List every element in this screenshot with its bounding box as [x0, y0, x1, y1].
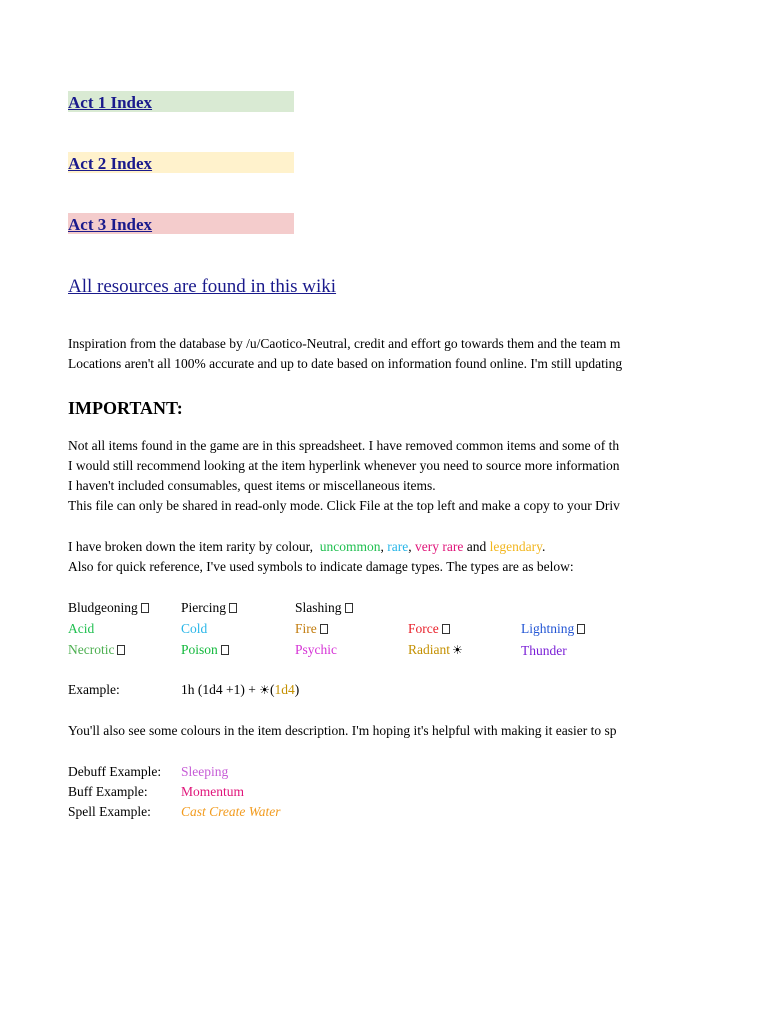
- important-line-4: This file can only be shared in read-only mode. Click File at the top left and make a copy to your Driv: [68, 498, 620, 513]
- act3-index-link[interactable]: Act 3 Index: [68, 215, 153, 234]
- colours-line: You'll also see some colours in the item description. I'm hoping it's helpful with making it easier to sp: [68, 723, 617, 738]
- act2-index-link[interactable]: Act 2 Index: [68, 154, 153, 173]
- rarity-rare: rare: [387, 539, 409, 554]
- act1-index-link[interactable]: Act 1 Index: [68, 93, 153, 112]
- symbols-line: Also for quick reference, I've used symbols to indicate damage types. The types are as below:: [68, 559, 574, 574]
- damage-necrotic: [68, 640, 125, 660]
- slashing-icon: [345, 603, 353, 613]
- rarity-line: [68, 537, 634, 557]
- lightning-icon: [577, 624, 585, 634]
- rarity-comma-2: ,: [408, 539, 412, 554]
- formula-open: (: [269, 682, 275, 697]
- sun-icon: ☀: [259, 683, 270, 697]
- damage-radiant: [408, 640, 463, 660]
- act1-index-cell: [68, 91, 294, 112]
- damage-force: [408, 619, 450, 639]
- poison-label: Poison: [181, 642, 218, 657]
- damage-slashing: [295, 598, 353, 618]
- damage-piercing: [181, 598, 237, 618]
- necrotic-label: Necrotic: [68, 642, 115, 657]
- spell-label: Spell Example:: [68, 804, 151, 819]
- formula-dice: 1d4: [274, 682, 295, 697]
- rarity-period: .: [541, 539, 546, 554]
- rarity-prefix: I have broken down the item rarity by colour,: [68, 539, 314, 554]
- spell-value: Cast Create Water: [181, 804, 281, 819]
- damage-acid: Acid: [68, 621, 95, 636]
- damage-poison: [181, 640, 229, 660]
- intro-line-2: Locations aren't all 100% accurate and up to date based on information found online. I'm still updating: [68, 356, 623, 371]
- fire-label: Fire: [295, 621, 317, 636]
- intro-line-1: Inspiration from the database by /u/Caotico-Neutral, credit and effort go towards them and the team m: [68, 336, 621, 351]
- debuff-label: Debuff Example:: [68, 764, 162, 779]
- rarity-comma-1: ,: [380, 539, 384, 554]
- formula-prefix: 1h (1d4 +1) +: [181, 682, 260, 697]
- damage-fire: [295, 619, 328, 639]
- sun-icon: ☀: [452, 643, 463, 657]
- necrotic-icon: [117, 645, 125, 655]
- damage-psychic: Psychic: [295, 642, 337, 657]
- damage-cold: Cold: [181, 621, 208, 636]
- bludgeoning-label: Bludgeoning: [68, 600, 138, 615]
- force-label: Force: [408, 621, 439, 636]
- piercing-icon: [229, 603, 237, 613]
- buff-value: Momentum: [181, 784, 244, 799]
- damage-lightning: [521, 619, 585, 639]
- important-line-3: I haven't included consumables, quest items or miscellaneous items.: [68, 478, 436, 493]
- buff-label: Buff Example:: [68, 784, 148, 799]
- slashing-label: Slashing: [295, 600, 342, 615]
- rarity-uncommon: uncommon: [319, 539, 381, 554]
- force-icon: [442, 624, 450, 634]
- example-label: Example:: [68, 682, 120, 697]
- poison-icon: [221, 645, 229, 655]
- damage-bludgeoning: [68, 598, 149, 618]
- important-line-1: Not all items found in the game are in this spreadsheet. I have removed common items and some of th: [68, 438, 620, 453]
- important-heading: IMPORTANT:: [68, 398, 183, 418]
- important-line-2: I would still recommend looking at the item hyperlink whenever you need to source more information: [68, 458, 620, 473]
- bludgeoning-icon: [141, 603, 149, 613]
- fire-icon: [320, 624, 328, 634]
- lightning-label: Lightning: [521, 621, 575, 636]
- act2-index-cell: [68, 152, 294, 173]
- debuff-value: Sleeping: [181, 764, 229, 779]
- radiant-label: Radiant: [408, 642, 450, 657]
- rarity-legendary: legendary: [489, 539, 542, 554]
- formula-close: ): [294, 682, 300, 697]
- rarity-very-rare: very rare: [415, 539, 464, 554]
- example-formula: [181, 680, 299, 700]
- act3-index-cell: [68, 213, 294, 234]
- wiki-link[interactable]: All resources are found in this wiki: [68, 276, 337, 297]
- damage-thunder: Thunder: [521, 643, 567, 658]
- piercing-label: Piercing: [181, 600, 226, 615]
- rarity-and: and: [466, 539, 487, 554]
